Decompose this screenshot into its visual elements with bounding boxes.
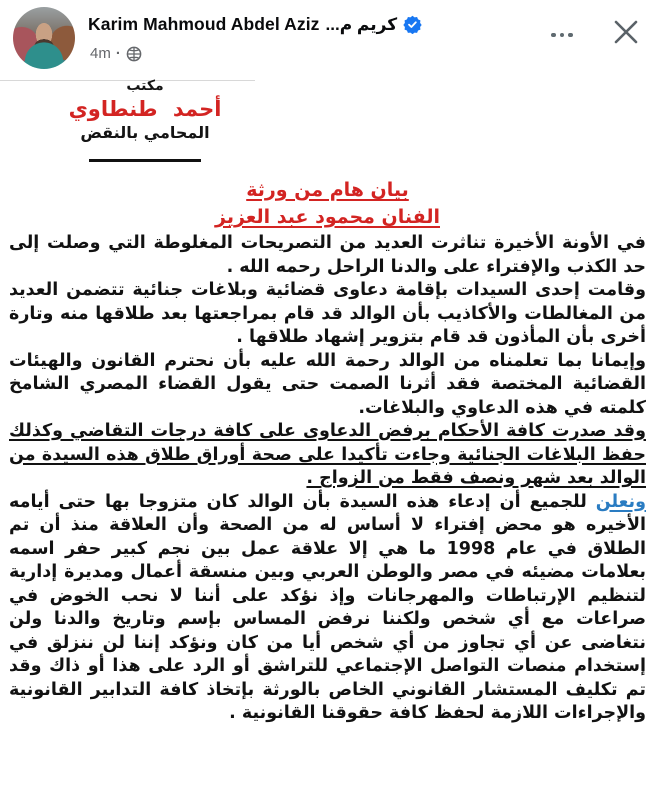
statement-paragraph: وإيمانا بما تعلمناه من الوالد رحمة الله عليه بأن نحترم القانون والهيئات القضائية المختصة فقد أثرنا الصمت حتى يقول القضاء المصري الشامخ كلمته في هذه الدعاوي والبلاغات. <box>9 350 646 418</box>
dot <box>568 33 573 38</box>
statement-paragraph: في الأونة الأخيرة تناثرت العديد من التصريحات المغلوطة التي وصلت إلى حد الكذب والإفتراء على والدنا الراحل رحمه الله . <box>9 233 646 277</box>
statement-paragraph-text: للجميع أن إدعاء هذه السيدة بأن الوالد كان متزوجا بها حتى أيامه الأخيره هو محض إفتراء لا أساس له من الصحة وأن العلاقة منذ أن تم الطلاق في عام 1998 ما هي إلا علاقة عمل بين نجم كبير حفر اسمه بعلامات مضيئه في مصر والوطن العربي وبين منسقة أعمال ومديرة إدارية لتنظيم الإرتباطات والمهرجانات وإذ نؤكد على أننا لا نحب الخوض في صراعات مع أي شخص ولكننا نرفض المساس بإسم وتاريخ والدنا ولن نتغاضى عن أي تجاوز من أي شخص أيا من كان ونؤكد إننا لن ننزلق في إستخدام منصات التواصل الإجتماعي للتراشق أو الرد على هذا أو ذاك وقد تم تكليف المستشار القانوني الخاص بالورثة بإتخاذ كافة التدابير القانونية والإجراءات اللازمة لحفظ كافة حقوقنا القانونية . <box>9 491 646 723</box>
avatar[interactable] <box>13 7 75 69</box>
author-name[interactable]: Karim Mahmoud Abdel Aziz <box>88 14 320 34</box>
statement-title <box>0 177 655 231</box>
letterhead-rule <box>89 159 201 162</box>
statement-paragraph-underlined: وقد صدرت كافة الأحكام برفض الدعاوى على كافة درجات التقاضي وكذلك حفظ البلاغات الجنائية وجاءت تأكيدا على صحة أوراق طلاق هذه السيدة من الوالد بعد شهر ونصف فقط من الزواج . <box>9 421 646 488</box>
close-button[interactable] <box>606 13 646 53</box>
post-meta-row <box>90 45 142 62</box>
globe-icon <box>126 46 142 62</box>
letterhead <box>35 76 255 162</box>
dot <box>551 33 556 38</box>
statement-document-image[interactable] <box>0 76 655 804</box>
announce-word: ونعلن <box>595 491 646 512</box>
dot <box>560 33 565 38</box>
meta-separator: · <box>115 45 121 62</box>
timestamp[interactable]: 4m <box>90 45 111 62</box>
letterhead-lawyer-title: المحامي بالنقض <box>80 123 210 142</box>
verified-badge-icon <box>403 15 422 34</box>
statement-paragraph <box>9 491 646 726</box>
statement-title-line2: الفنان محمود عبد العزيز <box>215 206 440 228</box>
statement-paragraph: وقامت إحدى السيدات بإقامة دعاوى قضائية وبلاغات جنائية تتضمن العديد من المغالطات والأكاذيب بأن الوالد قد قام بمراجعتها بعد طلاقها منه وتارة أخرى بأن المأذون قد قام بتزوير إشهاد طلاقها . <box>9 280 646 347</box>
statement-body <box>9 232 646 726</box>
statement-title-line1: بيان هام من ورثة <box>246 179 409 201</box>
author-name-row <box>88 14 422 35</box>
post-header <box>0 0 655 76</box>
author-name-arabic[interactable]: كريم م... <box>325 14 398 34</box>
close-icon <box>609 15 643 49</box>
more-options-button[interactable] <box>543 18 581 52</box>
letterhead-lawyer-name: أحمد طنطاوي <box>68 97 222 121</box>
letterhead-office: مكتب <box>126 78 164 94</box>
